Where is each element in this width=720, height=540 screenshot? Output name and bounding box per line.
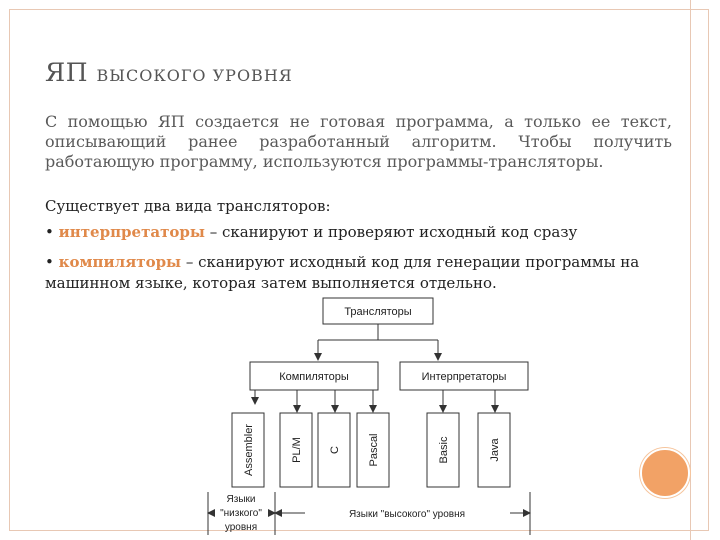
lang-plm: PL/M: [291, 437, 303, 463]
bullet-compilers-text: – сканируют исходный код для генерации программы на машинном языке, которая затем выполняется отдельно.: [45, 253, 640, 292]
lang-c: C: [329, 446, 341, 454]
compilers-label: Компиляторы: [279, 371, 349, 383]
bullet-compilers: [45, 252, 675, 294]
interpreters-label: Интерпретаторы: [421, 371, 507, 383]
lang-java: Java: [489, 438, 501, 462]
title-main: ЯП: [45, 58, 88, 87]
bullet-mark: •: [45, 223, 54, 241]
translator-types-heading: Существует два вида трансляторов:: [45, 197, 331, 215]
lang-pascal: Pascal: [368, 433, 380, 467]
title-rest: ВЫСОКОГО УРОВНЯ: [96, 66, 293, 85]
translators-diagram: [175, 290, 655, 540]
bullet-interpreters: [45, 223, 577, 241]
slide-title: [45, 58, 293, 87]
term-compilers: компиляторы: [58, 253, 182, 271]
lang-assembler: Assembler: [243, 424, 255, 476]
high-level-label: Языки "высокого" уровня: [348, 509, 466, 520]
intro-paragraph: С помощью ЯП создается не готовая программа, а только ее текст, описывающий ранее разработанный алгоритм. Чтобы получить работающую программу, используются программы-трансляторы.: [45, 112, 672, 171]
bullet-interpreters-text: – сканируют и проверяют исходный код сразу: [204, 223, 578, 241]
low-level-line2: "низкого": [220, 508, 262, 519]
low-level-line3: уровня: [224, 522, 258, 533]
root-label: Трансляторы: [344, 306, 412, 318]
decorative-line: [690, 0, 691, 540]
term-interpreters: интерпретаторы: [58, 223, 205, 241]
lang-basic: Basic: [438, 436, 450, 464]
low-level-line1: Языки: [226, 494, 256, 505]
bullet-mark: •: [45, 253, 54, 271]
